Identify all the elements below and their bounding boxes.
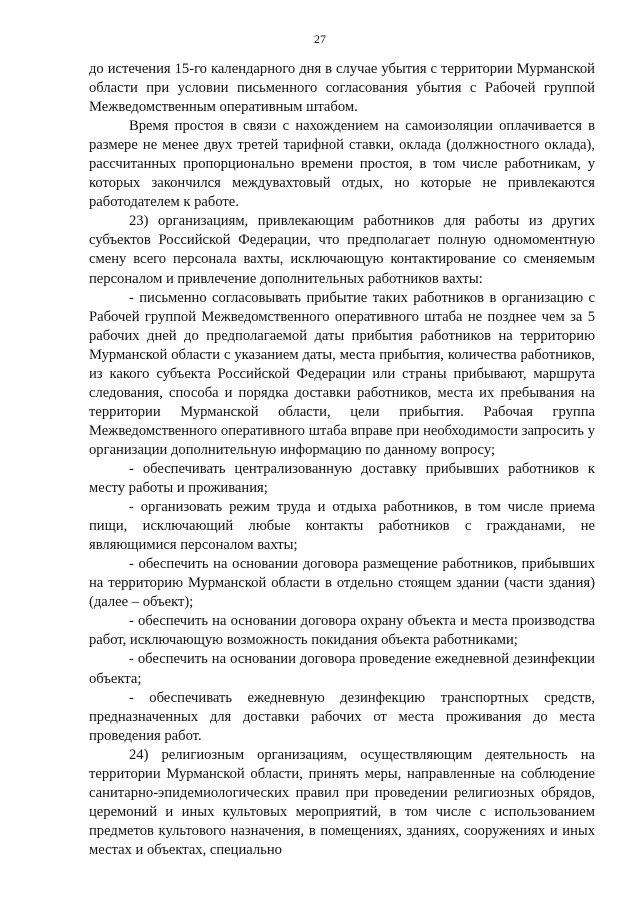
document-body	[89, 60, 595, 860]
paragraph-item-24: 24) религиозным организациям, осуществляющим деятельность на территории Мурманской области, принять меры, направленные на соблюдение санитарно-эпидемиологических правил при проведении религиозных обрядов, церемоний и иных культовых мероприятий, в том числе с использованием предметов культового назначения, в помещениях, зданиях, сооружениях и иных местах и объектах, специально	[89, 746, 595, 858]
list-item-disinfection-object: - обеспечить на основании договора проведение ежедневной дезинфекции объекта;	[89, 651, 595, 687]
paragraph-item-23: 23) организациям, привлекающим работников для работы из других субъектов Российской Федерации, что предполагает полную одномоментную смену всего персонала вахты, исключающую контактирование со сменяемым персоналом и привлечение дополнительных работников вахты:	[89, 213, 595, 287]
list-item-coordinate-arrival: - письменно согласовывать прибытие таких работников в организацию с Рабочей группой Межведомственного оперативного штаба не позднее чем за 5 рабочих дней до предполагаемой даты прибытия работников на территорию Мурманской области с указанием даты, места прибытия, количества работников, из какого субъекта Российской Федерации или страны прибывают, маршрута следования, способа и порядка доставки работников, места их пребывания на территории Мурманской области, цели прибытия. Рабочая группа Межведомственного оперативного штаба вправе при необходимости запросить у организации дополнительную информацию по данному вопросу;	[89, 289, 595, 458]
list-item-security: - обеспечить на основании договора охрану объекта и места производства работ, исключающую возможность покидания объекта работниками;	[89, 613, 595, 649]
page-number: 27	[314, 32, 326, 46]
list-item-centralized-delivery: - обеспечивать централизованную доставку прибывших работников к месту работы и проживания;	[89, 460, 595, 497]
list-item-accommodation: - обеспечить на основании договора размещение работников, прибывших на территорию Мурманской области в отдельно стоящем здании (части здания) (далее – объект);	[89, 556, 595, 611]
list-item-disinfection-transport: - обеспечивать ежедневную дезинфекцию транспортных средств, предназначенных для доставки рабочих от места проживания до места проведения работ.	[89, 689, 595, 744]
paragraph-downtime-payment: Время простоя в связи с нахождением на самоизоляции оплачивается в размере не менее двух третей тарифной ставки, оклада (должностного оклада), рассчитанных пропорционально времени простоя, в том числе работникам, у которых закончился междувахтовый отдых, но которые не привлекаются работодателем к работе.	[89, 118, 595, 211]
list-item-work-rest-regime: - организовать режим труда и отдыха работников, в том числе приема пищи, исключающий любые контакты работников с гражданами, не являющимися персоналом вахты;	[89, 499, 595, 554]
paragraph-continuation: до истечения 15-го календарного дня в случае убытия с территории Мурманской области при условии письменного согласования убытия с Рабочей группой Межведомственным оперативным штабом.	[89, 61, 595, 116]
